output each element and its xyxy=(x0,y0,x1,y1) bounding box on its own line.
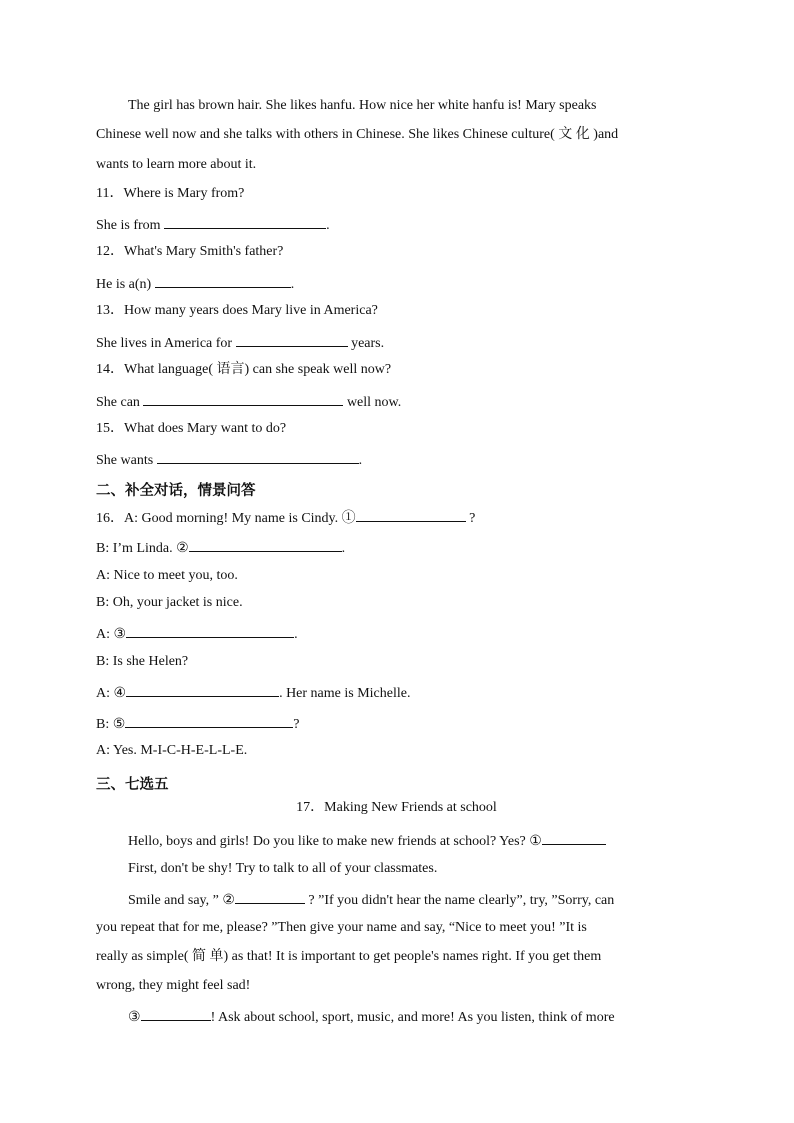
dialogue-blank-2[interactable] xyxy=(189,537,342,552)
dialogue-blank-1[interactable] xyxy=(356,507,466,522)
answer-prefix: She lives in America for xyxy=(96,336,236,351)
dialogue-text: A: ④ xyxy=(96,686,127,701)
question-15: 15．What does Mary want to do? xyxy=(96,421,287,436)
answer-suffix: . xyxy=(358,453,363,468)
dialogue-text: B: I’m Linda. ② xyxy=(96,541,189,556)
answer-line-15 xyxy=(96,449,697,470)
answer-blank-13[interactable] xyxy=(236,332,348,347)
dialogue-suffix: ? xyxy=(465,511,476,526)
question-14: 14．What language( 语言) can she speak well now? xyxy=(96,362,392,377)
dialogue-line-3: A: Nice to meet you, too. xyxy=(96,568,238,583)
dialogue-text: A: ③ xyxy=(96,627,127,642)
answer-prefix: He is a(n) xyxy=(96,277,155,292)
dialogue-blank-4[interactable] xyxy=(126,682,279,697)
answer-prefix: She wants xyxy=(96,453,157,468)
dialogue-line-8 xyxy=(96,713,697,734)
dialogue-text: B: ⑤ xyxy=(96,717,126,732)
paragraph-1 xyxy=(96,830,729,851)
dialogue-suffix: ? xyxy=(293,717,300,732)
passage-title: 17．Making New Friends at school xyxy=(296,800,497,815)
paragraph-4 xyxy=(96,1006,729,1027)
answer-suffix: years. xyxy=(347,336,385,351)
paragraph-text: ③ xyxy=(128,1010,141,1025)
dialogue-line-1 xyxy=(96,507,697,528)
cloze-blank-1[interactable] xyxy=(542,830,606,845)
answer-prefix: She can xyxy=(96,395,144,410)
dialogue-suffix: . Her name is Michelle. xyxy=(279,686,411,701)
answer-line-13 xyxy=(96,332,697,353)
paragraph-text: Smile and say, ” ② xyxy=(128,893,235,908)
answer-suffix: . xyxy=(326,218,330,233)
paragraph-3-line-4: wrong, they might feel sad! xyxy=(96,978,251,993)
paragraph-text: Hello, boys and girls! Do you like to make new friends at school? Yes? ① xyxy=(128,834,542,849)
dialogue-line-2 xyxy=(96,537,697,558)
dialogue-line-9: A: Yes. M-I-C-H-E-L-L-E. xyxy=(96,743,248,758)
dialogue-line-7 xyxy=(96,682,697,703)
section-3-heading: 三、七选五 xyxy=(96,777,169,793)
answer-blank-11[interactable] xyxy=(164,214,326,229)
passage-line-3: wants to learn more about it. xyxy=(96,157,257,172)
answer-blank-12[interactable] xyxy=(155,273,291,288)
answer-blank-15[interactable] xyxy=(157,449,359,464)
answer-line-12 xyxy=(96,273,697,294)
dialogue-text: 16．A: Good morning! My name is Cindy. ① xyxy=(96,511,356,526)
cloze-blank-2[interactable] xyxy=(235,889,305,904)
dialogue-blank-3[interactable] xyxy=(126,623,294,638)
paragraph-text: ! Ask about school, sport, music, and more! As you listen, think of more xyxy=(210,1010,615,1025)
dialogue-blank-5[interactable] xyxy=(125,713,293,728)
cloze-blank-3[interactable] xyxy=(141,1006,211,1021)
answer-suffix: . xyxy=(290,277,295,292)
answer-suffix: well now. xyxy=(343,395,402,410)
answer-line-14 xyxy=(96,391,697,412)
paragraph-3-line-2: you repeat that for me, please? ”Then give your name and say, “Nice to meet you! ”It is xyxy=(96,920,587,935)
question-11: 11．Where is Mary from? xyxy=(96,186,245,201)
paragraph-3-line-3: really as simple( 简 单) as that! It is important to get people's names right. If you get them xyxy=(96,949,602,964)
dialogue-line-5 xyxy=(96,623,697,644)
passage-line-1: The girl has brown hair. She likes hanfu. How nice her white hanfu is! Mary speaks xyxy=(128,98,597,113)
paragraph-2: First, don't be shy! Try to talk to all of your classmates. xyxy=(128,861,438,876)
question-12: 12．What's Mary Smith's father? xyxy=(96,244,284,259)
dialogue-suffix: . xyxy=(341,541,346,556)
paragraph-3 xyxy=(96,889,729,910)
passage-line-2: Chinese well now and she talks with others in Chinese. She likes Chinese culture( 文 化 )and xyxy=(96,127,619,142)
answer-prefix: She is from xyxy=(96,218,165,233)
answer-blank-14[interactable] xyxy=(143,391,343,406)
dialogue-line-6: B: Is she Helen? xyxy=(96,654,189,669)
paragraph-text: ? ”If you didn't hear the name clearly”, try, ”Sorry, can xyxy=(304,893,615,908)
answer-line-11 xyxy=(96,214,697,235)
question-13: 13．How many years does Mary live in America? xyxy=(96,303,378,318)
section-2-heading: 二、补全对话，情景问答 xyxy=(96,483,256,499)
dialogue-line-4: B: Oh, your jacket is nice. xyxy=(96,595,243,610)
dialogue-suffix: . xyxy=(294,627,298,642)
